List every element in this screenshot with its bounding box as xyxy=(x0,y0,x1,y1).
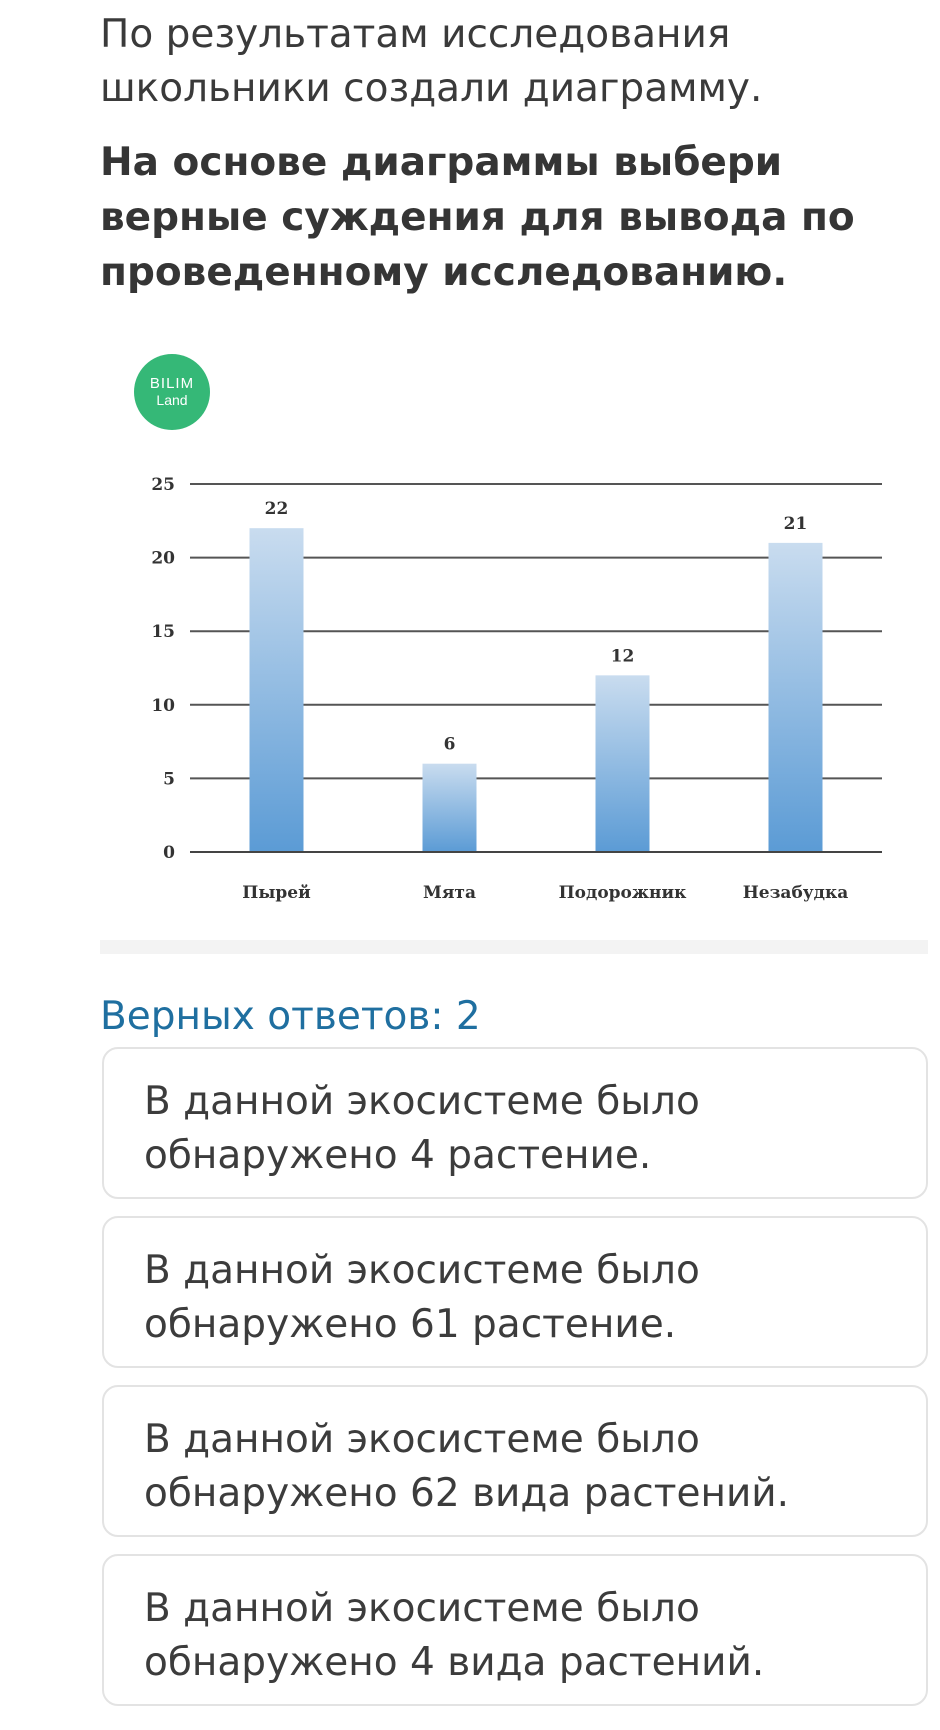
answer-option-2[interactable] xyxy=(102,1216,928,1368)
answer-option-text: В данной экосистеме было обнаружено 62 вида растений. xyxy=(144,1417,790,1516)
x-category-label: Мята xyxy=(423,883,476,903)
bilimland-logo xyxy=(134,354,210,430)
separator xyxy=(100,940,928,954)
logo-line-1: BILIM xyxy=(149,375,195,392)
bar xyxy=(596,675,650,852)
answer-option-text: В данной экосистеме было обнаружено 61 растение. xyxy=(144,1248,700,1347)
bar-value-label: 12 xyxy=(610,646,635,667)
y-tick-label: 10 xyxy=(151,695,175,716)
bar xyxy=(769,543,823,852)
bar-value-label: 22 xyxy=(264,499,289,520)
bar-value-label: 21 xyxy=(783,513,808,534)
bar xyxy=(423,764,477,852)
y-tick-label: 0 xyxy=(163,843,175,863)
answer-option-text: В данной экосистеме было обнаружено 4 вида растений. xyxy=(144,1586,765,1685)
x-category-label: Незабудка xyxy=(742,883,849,903)
bar-value-label: 6 xyxy=(443,734,456,755)
answer-option-1[interactable] xyxy=(102,1047,928,1199)
question-text: На основе диаграммы выбери верные суждения для вывода по проведенному исследованию. xyxy=(100,140,855,295)
intro-text: По результатам исследования школьники создали диаграмму. xyxy=(100,12,763,111)
answer-option-4[interactable] xyxy=(102,1554,928,1706)
y-tick-label: 15 xyxy=(151,622,175,643)
x-category-label: Пырей xyxy=(242,883,311,903)
x-category-label: Подорожник xyxy=(558,883,687,903)
bar xyxy=(250,528,304,852)
y-tick-label: 20 xyxy=(151,548,175,569)
y-tick-label: 25 xyxy=(151,475,175,495)
answer-option-text: В данной экосистеме было обнаружено 4 растение. xyxy=(144,1079,700,1178)
correct-answers-count: Верных ответов: 2 xyxy=(100,994,481,1039)
answer-options xyxy=(102,1047,928,1723)
logo-line-2: Land xyxy=(156,392,188,408)
y-tick-label: 5 xyxy=(163,769,175,790)
answer-option-3[interactable] xyxy=(102,1385,928,1537)
bar-chart xyxy=(130,460,900,920)
